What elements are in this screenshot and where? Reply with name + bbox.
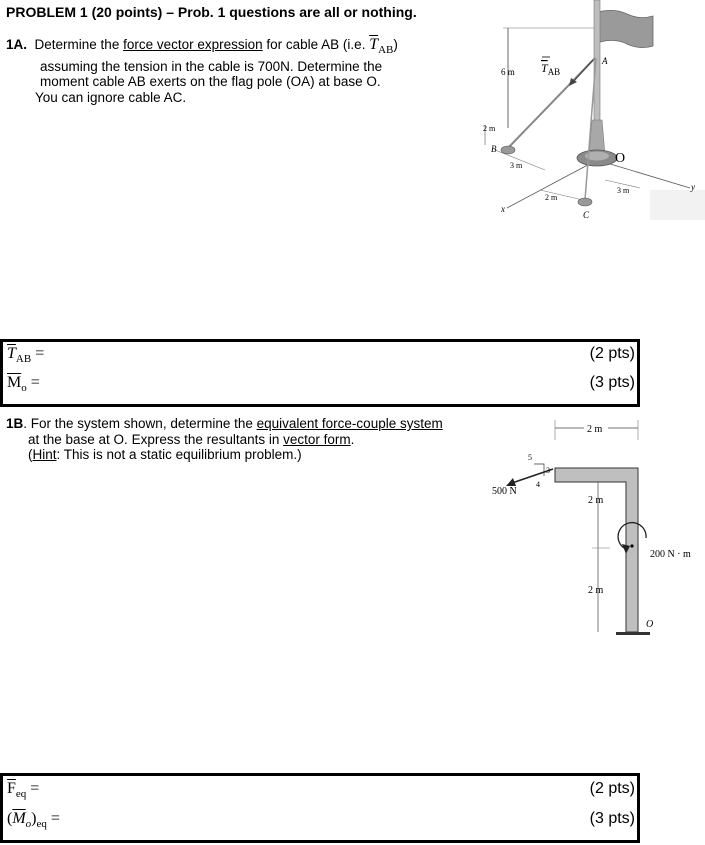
- q1a-text-2: for cable AB (i.e.: [262, 37, 370, 52]
- equivalent-force-couple-term: equivalent force-couple system: [256, 416, 443, 431]
- q1b-text-2: at the base at O. Express the resultants in: [28, 431, 284, 447]
- force-500n-label: 500 N: [492, 486, 517, 497]
- answer-tab-var: $\overline{T}$: [7, 345, 16, 362]
- point-o-label-2: O: [646, 619, 654, 630]
- moment-label: 200 N · m: [650, 549, 691, 560]
- anchor-c: [578, 198, 592, 206]
- point-o-label: O: [615, 151, 626, 166]
- dim-top-label: 2 m: [587, 424, 603, 435]
- moment-point: [630, 544, 633, 547]
- q1a-line-3: moment cable AB exerts on the flag pole (OA) at base O.: [40, 74, 381, 90]
- answer-mo-sub: o: [21, 382, 27, 395]
- x-axis-label: x: [501, 204, 505, 214]
- vector-form-term: vector form: [283, 431, 351, 447]
- dim-2m-b-label: 2 m: [545, 193, 558, 202]
- q1b-text-3a: (: [28, 447, 33, 462]
- y-axis: [597, 160, 690, 188]
- dim-3m-b-label: 3 m: [617, 186, 630, 195]
- q1a-text-3: ): [393, 37, 398, 52]
- answer-moeq-sub2: eq: [36, 818, 47, 831]
- answer-feq-sub: eq: [15, 788, 27, 801]
- answer-tab-sub: AB: [15, 353, 32, 366]
- answer-moeq-sub: o: [25, 818, 32, 831]
- frame-figure: [480, 408, 705, 653]
- tab-figure-label: $T_{AB}$: [541, 61, 561, 77]
- slope-3: 3: [546, 466, 550, 475]
- point-a-label: A: [602, 56, 608, 66]
- answer-mo-eq: =: [26, 374, 40, 391]
- dim-bot-label: 2 m: [588, 585, 604, 596]
- dim-2m-a-label: 2 m: [483, 124, 496, 133]
- slope-4: 4: [536, 480, 540, 489]
- answer-moeq-close: ): [31, 810, 37, 827]
- answer-tab-eq: =: [31, 345, 45, 362]
- answer-feq-row: [7, 780, 39, 800]
- question-1b-label: 1B: [6, 416, 24, 431]
- point-b-label: B: [491, 144, 497, 154]
- answer-mo-var: $\overline{M}$: [7, 374, 22, 391]
- flag: [598, 10, 653, 47]
- slope-5: 5: [528, 453, 532, 462]
- answer-feq-points: (2 pts): [589, 780, 635, 797]
- dim-mid-label: 2 m: [588, 495, 604, 506]
- answer-moeq-points: (3 pts): [589, 810, 635, 827]
- answer-feq-eq: =: [26, 780, 40, 797]
- dim-3m-a-label: 3 m: [510, 161, 523, 170]
- problem-title: PROBLEM 1 (20 points) – Prob. 1 questions are all or nothing.: [6, 4, 417, 20]
- anchor-b: [501, 146, 515, 154]
- tab-subscript: AB: [378, 44, 394, 57]
- answer-box-1a: [0, 339, 640, 407]
- answer-feq-var: $\overline{F}$: [7, 780, 16, 797]
- question-1a-label: 1A.: [6, 37, 28, 52]
- point-c-label: C: [583, 210, 590, 220]
- answer-box-1b: [0, 773, 640, 843]
- q1a-line-4: You can ignore cable AC.: [35, 89, 187, 105]
- question-1a: [6, 37, 456, 105]
- tab-variable: $\overline{T}$: [369, 36, 379, 53]
- q1b-text: . For the system shown, determine the: [23, 416, 257, 431]
- q1a-text: Determine the: [34, 37, 124, 52]
- answer-mo-row: [7, 374, 40, 394]
- answer-tab-row: [7, 345, 44, 365]
- fixed-support: [616, 632, 650, 635]
- y-axis-label: y: [691, 182, 695, 192]
- q1b-text-3b: : This is not a static equilibrium problem.): [56, 447, 302, 462]
- answer-tab-points: (2 pts): [589, 345, 635, 362]
- answer-moeq-row: [7, 810, 60, 830]
- q1a-line-2: assuming the tension in the cable is 700N. Determine the: [40, 58, 383, 74]
- flagpole-figure: [465, 0, 705, 225]
- q1b-text-2b: .: [350, 431, 355, 447]
- tab-force-arrow: [573, 60, 593, 82]
- question-1b: [6, 416, 496, 463]
- force-500n-arrowhead: [506, 478, 516, 486]
- dim-6m-label: 6 m: [501, 67, 515, 77]
- hint-term: Hint: [32, 447, 57, 462]
- force-vector-expression-term: force vector expression: [123, 37, 263, 52]
- answer-moeq-open: (: [7, 810, 13, 827]
- answer-mo-points: (3 pts): [589, 374, 635, 391]
- answer-moeq-eq: =: [46, 810, 60, 827]
- figure-shading: [650, 190, 705, 220]
- answer-moeq-var: $\overline{M}$: [12, 810, 26, 827]
